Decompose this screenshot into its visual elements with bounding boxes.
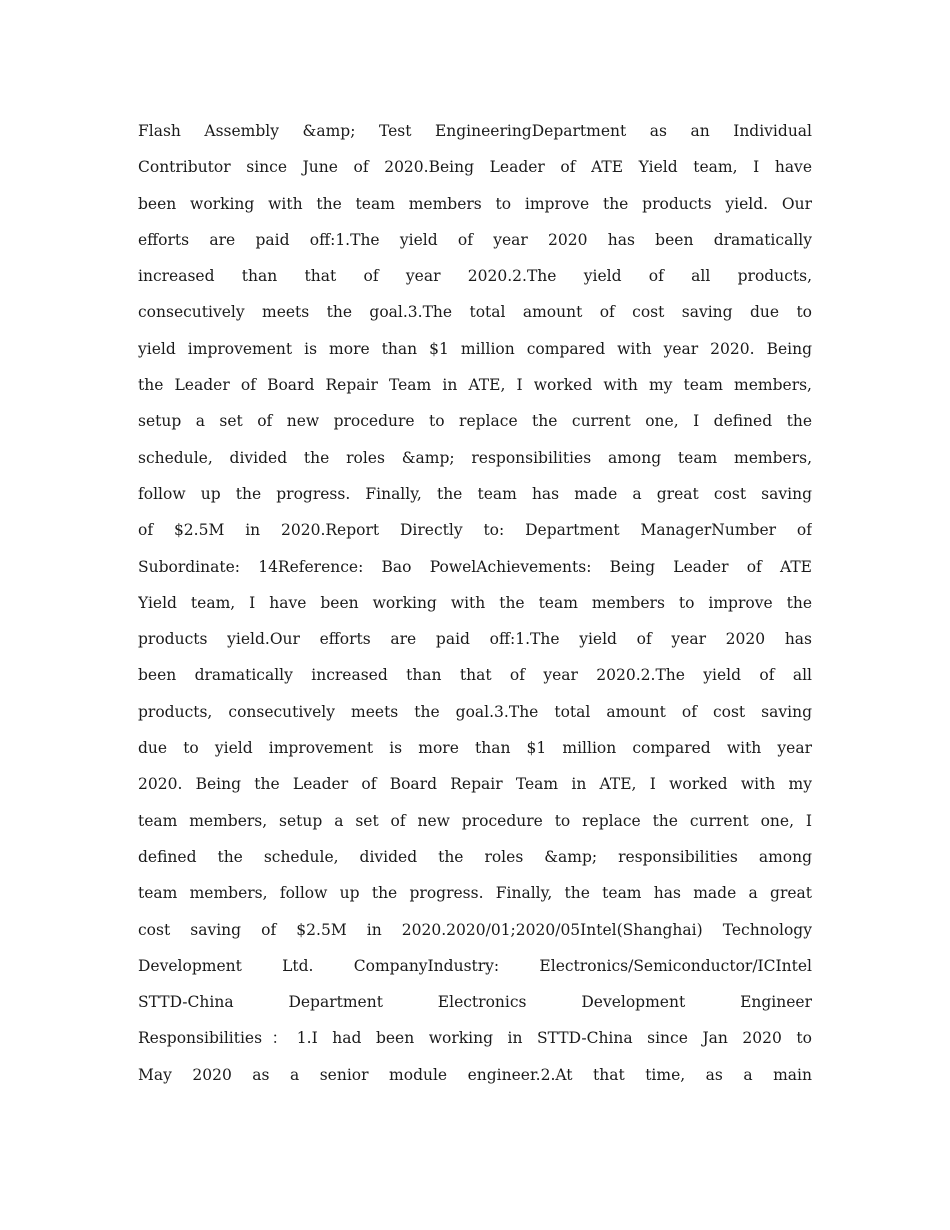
text-line: setup a set of new procedure to replace the current one, I defined the	[138, 412, 812, 431]
text-line: Development Ltd. CompanyIndustry: Electronics/Semiconductor/ICIntel	[138, 956, 812, 975]
text-line: consecutively meets the goal.3.The total amount of cost saving due to	[138, 303, 812, 322]
text-line: 2020. Being the Leader of Board Repair Team in ATE, I worked with my	[138, 775, 812, 794]
text-line: May 2020 as a senior module engineer.2.At that time, as a main	[138, 1065, 812, 1084]
body-text	[138, 113, 812, 1093]
text-line: increased than that of year 2020.2.The yield of all products,	[138, 267, 812, 286]
text-line: Yield team, I have been working with the team members to improve the	[138, 593, 812, 612]
text-line: STTD-China Department Electronics Development Engineer	[138, 993, 812, 1012]
text-line: efforts are paid off:1.The yield of year 2020 has been dramatically	[138, 230, 812, 249]
text-line: yield improvement is more than $1 million compared with year 2020. Being	[138, 339, 812, 358]
text-line: Contributor since June of 2020.Being Leader of ATE Yield team, I have	[138, 158, 812, 177]
text-line: defined the schedule, divided the roles &amp; responsibilities among	[138, 847, 812, 866]
text-line: team members, setup a set of new procedure to replace the current one, I	[138, 811, 812, 830]
text-line: follow up the progress. Finally, the team has made a great cost saving	[138, 484, 812, 503]
text-line: Responsibilities：1.I had been working in STTD-China since Jan 2020 to	[138, 1029, 812, 1048]
text-line: cost saving of $2.5M in 2020.2020/01;2020/05Intel(Shanghai) Technology	[138, 920, 812, 939]
text-line: products, consecutively meets the goal.3.The total amount of cost saving	[138, 702, 812, 721]
text-line: Flash Assembly &amp; Test EngineeringDepartment as an Individual	[138, 122, 812, 140]
text-line: team members, follow up the progress. Finally, the team has made a great	[138, 884, 812, 903]
text-line: of $2.5M in 2020.Report Directly to: Department ManagerNumber of	[138, 521, 812, 540]
text-line: been dramatically increased than that of year 2020.2.The yield of all	[138, 666, 812, 685]
text-line: due to yield improvement is more than $1 million compared with year	[138, 739, 812, 758]
text-line: schedule, divided the roles &amp; responsibilities among team members,	[138, 448, 812, 467]
text-line: Subordinate: 14Reference: Bao PowelAchievements: Being Leader of ATE	[138, 557, 812, 576]
text-line: products yield.Our efforts are paid off:1.The yield of year 2020 has	[138, 630, 812, 649]
text-line: the Leader of Board Repair Team in ATE, I worked with my team members,	[138, 376, 812, 395]
text-line: been working with the team members to improve the products yield. Our	[138, 194, 812, 213]
